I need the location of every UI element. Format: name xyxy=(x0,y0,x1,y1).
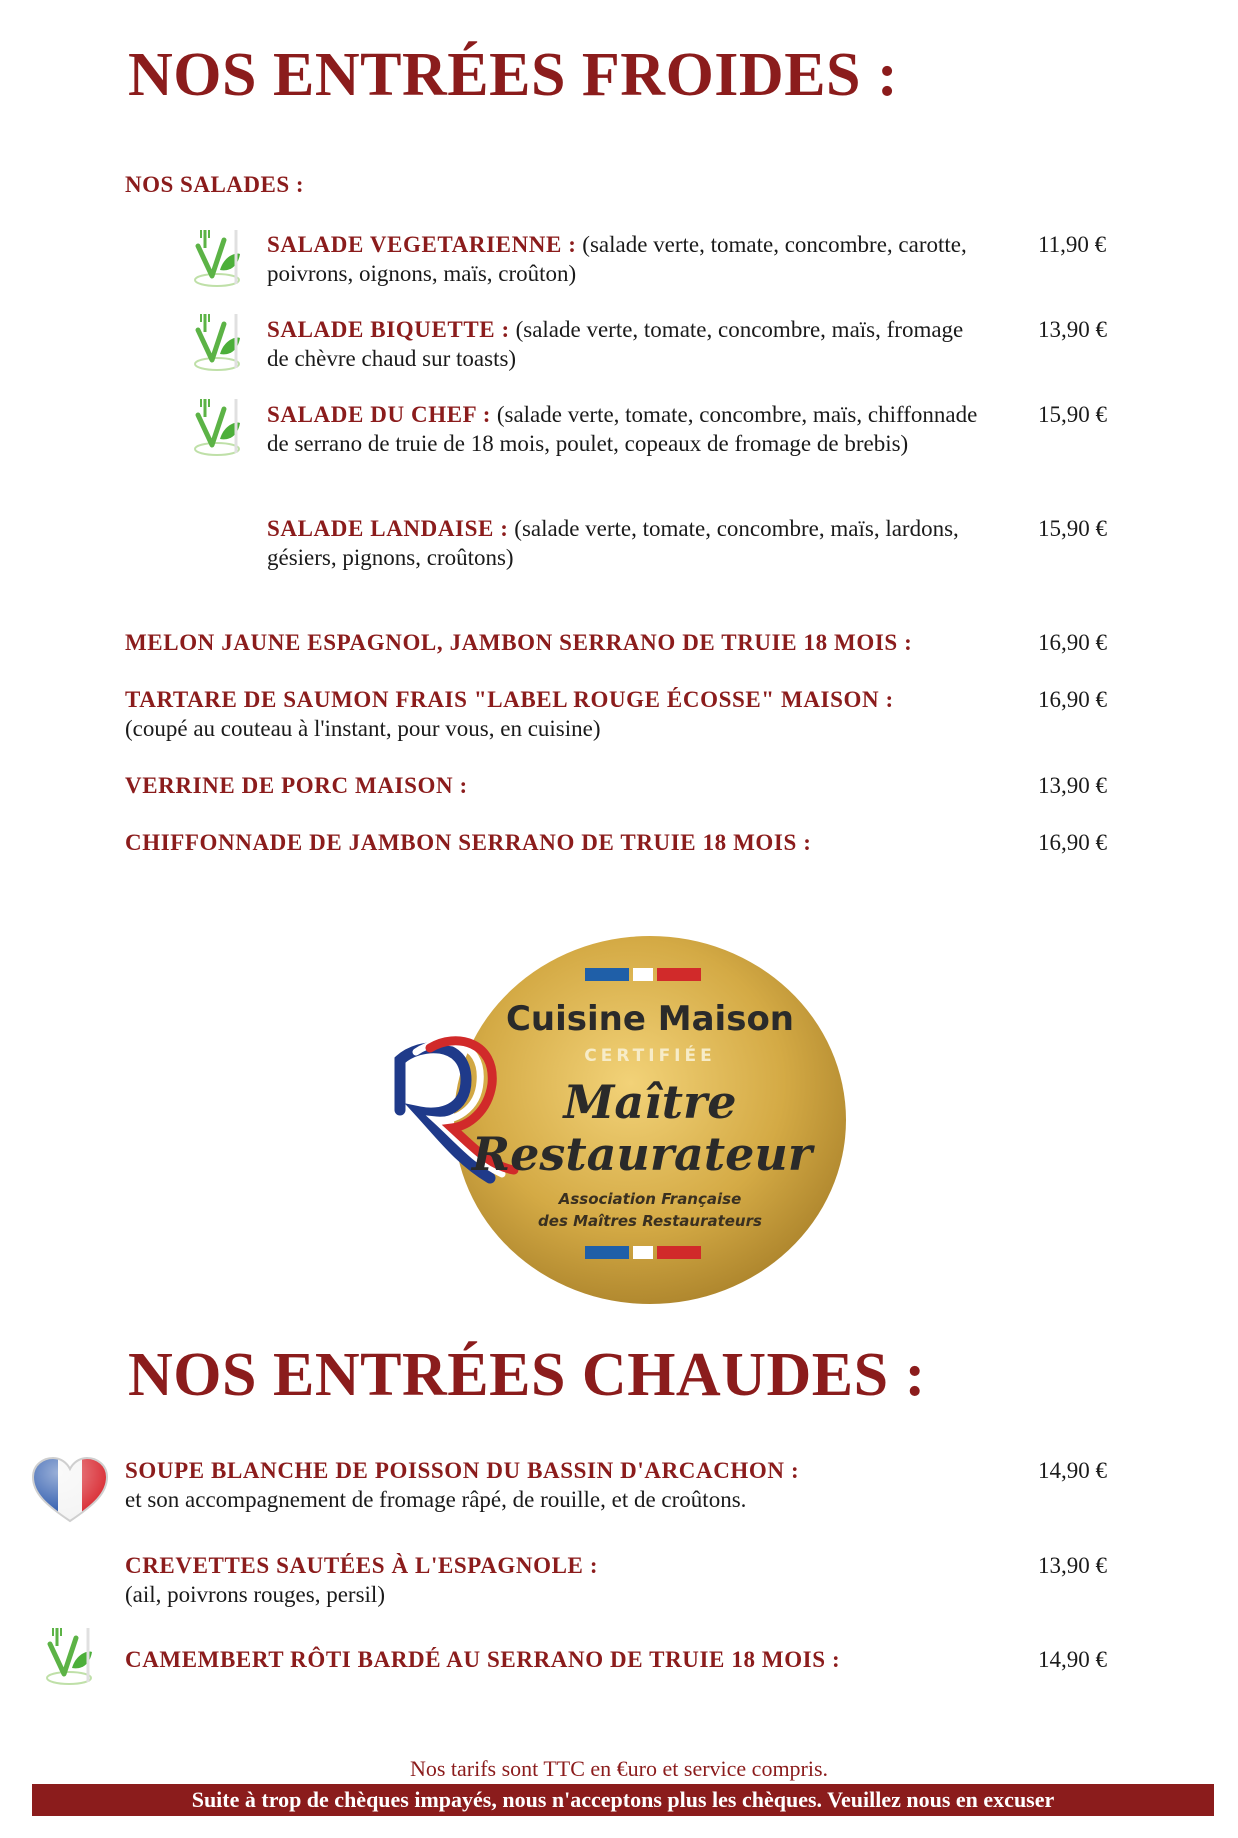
menu-item-salade-vegetarienne: SALADE VEGETARIENNE : (salade verte, tomate, concombre, carotte, poivrons, oignons, maïs, croûton) xyxy=(267,232,967,286)
menu-item-salade-du-chef: SALADE DU CHEF : (salade verte, tomate, concombre, maïs, chiffonnade de serrano de truie de 18 mois, poulet, copeaux de fromage de brebis) xyxy=(267,402,978,456)
menu-item-salade-biquette: SALADE BIQUETTE : (salade verte, tomate, concombre, maïs, fromage de chèvre chaud sur toasts) xyxy=(267,317,964,371)
price: 13,90 € xyxy=(1038,773,1107,798)
badge-line-des-maitres: des Maîtres Restaurateurs xyxy=(538,1212,762,1230)
badge-line-maitre: Maître xyxy=(563,1075,737,1129)
price: 15,90 € xyxy=(1038,402,1107,427)
price: 16,90 € xyxy=(1038,630,1107,655)
price: 14,90 € xyxy=(1038,1647,1107,1672)
vegetarian-icon xyxy=(42,1624,96,1688)
maitre-restaurateur-badge xyxy=(380,930,864,1310)
badge-line-restaurateur: Restaurateur xyxy=(471,1127,813,1181)
menu-item-crevettes: CREVETTES SAUTÉES À L'ESPAGNOLE : (ail, poivrons rouges, persil) xyxy=(125,1553,599,1607)
price: 16,90 € xyxy=(1038,830,1107,855)
badge-line-association: Association Française xyxy=(558,1190,742,1208)
menu-item-tartare-saumon: TARTARE DE SAUMON FRAIS "LABEL ROUGE ÉCOSSE" MAISON : (coupé au couteau à l'instant, pour vous, en cuisine) xyxy=(125,687,894,741)
badge-line-certifiee: CERTIFIÉE xyxy=(584,1046,716,1066)
menu-item-salade-landaise: SALADE LANDAISE : (salade verte, tomate, concombre, maïs, lardons, gésiers, pignons, croûtons) xyxy=(267,516,959,570)
cold-starters-title: NOS ENTRÉES FROIDES : xyxy=(128,41,899,109)
price: 13,90 € xyxy=(1038,317,1107,342)
menu-item-chiffonnade-serrano: CHIFFONNADE DE JAMBON SERRANO DE TRUIE 18 MOIS : xyxy=(125,830,812,855)
hot-starters-title: NOS ENTRÉES CHAUDES : xyxy=(128,1341,926,1409)
badge-line-cuisine-maison: Cuisine Maison xyxy=(505,999,795,1039)
salads-section-label: NOS SALADES : xyxy=(125,172,305,197)
menu-item-soupe-poisson: SOUPE BLANCHE DE POISSON DU BASSIN D'ARCACHON : et son accompagnement de fromage râpé, de rouille, et de croûtons. xyxy=(125,1458,800,1512)
price: 15,90 € xyxy=(1038,516,1107,541)
menu-item-melon-jambon: MELON JAUNE ESPAGNOL, JAMBON SERRANO DE TRUIE 18 MOIS : xyxy=(125,630,913,655)
vegetarian-icon xyxy=(190,226,244,290)
price: 14,90 € xyxy=(1038,1458,1107,1483)
menu-item-camembert: CAMEMBERT RÔTI BARDÉ AU SERRANO DE TRUIE 18 MOIS : xyxy=(125,1647,841,1672)
cheque-notice-banner: Suite à trop de chèques impayés, nous n'acceptons plus les chèques. Veuillez nous en excuser xyxy=(32,1784,1214,1816)
menu-item-verrine-porc: VERRINE DE PORC MAISON : xyxy=(125,773,468,798)
pricing-note: Nos tarifs sont TTC en €uro et service compris. xyxy=(409,1756,829,1781)
vegetarian-icon xyxy=(190,310,244,374)
vegetarian-icon xyxy=(190,395,244,459)
price: 13,90 € xyxy=(1038,1553,1107,1578)
price: 16,90 € xyxy=(1038,687,1107,712)
price: 11,90 € xyxy=(1038,232,1107,257)
french-heart-icon xyxy=(30,1455,110,1525)
